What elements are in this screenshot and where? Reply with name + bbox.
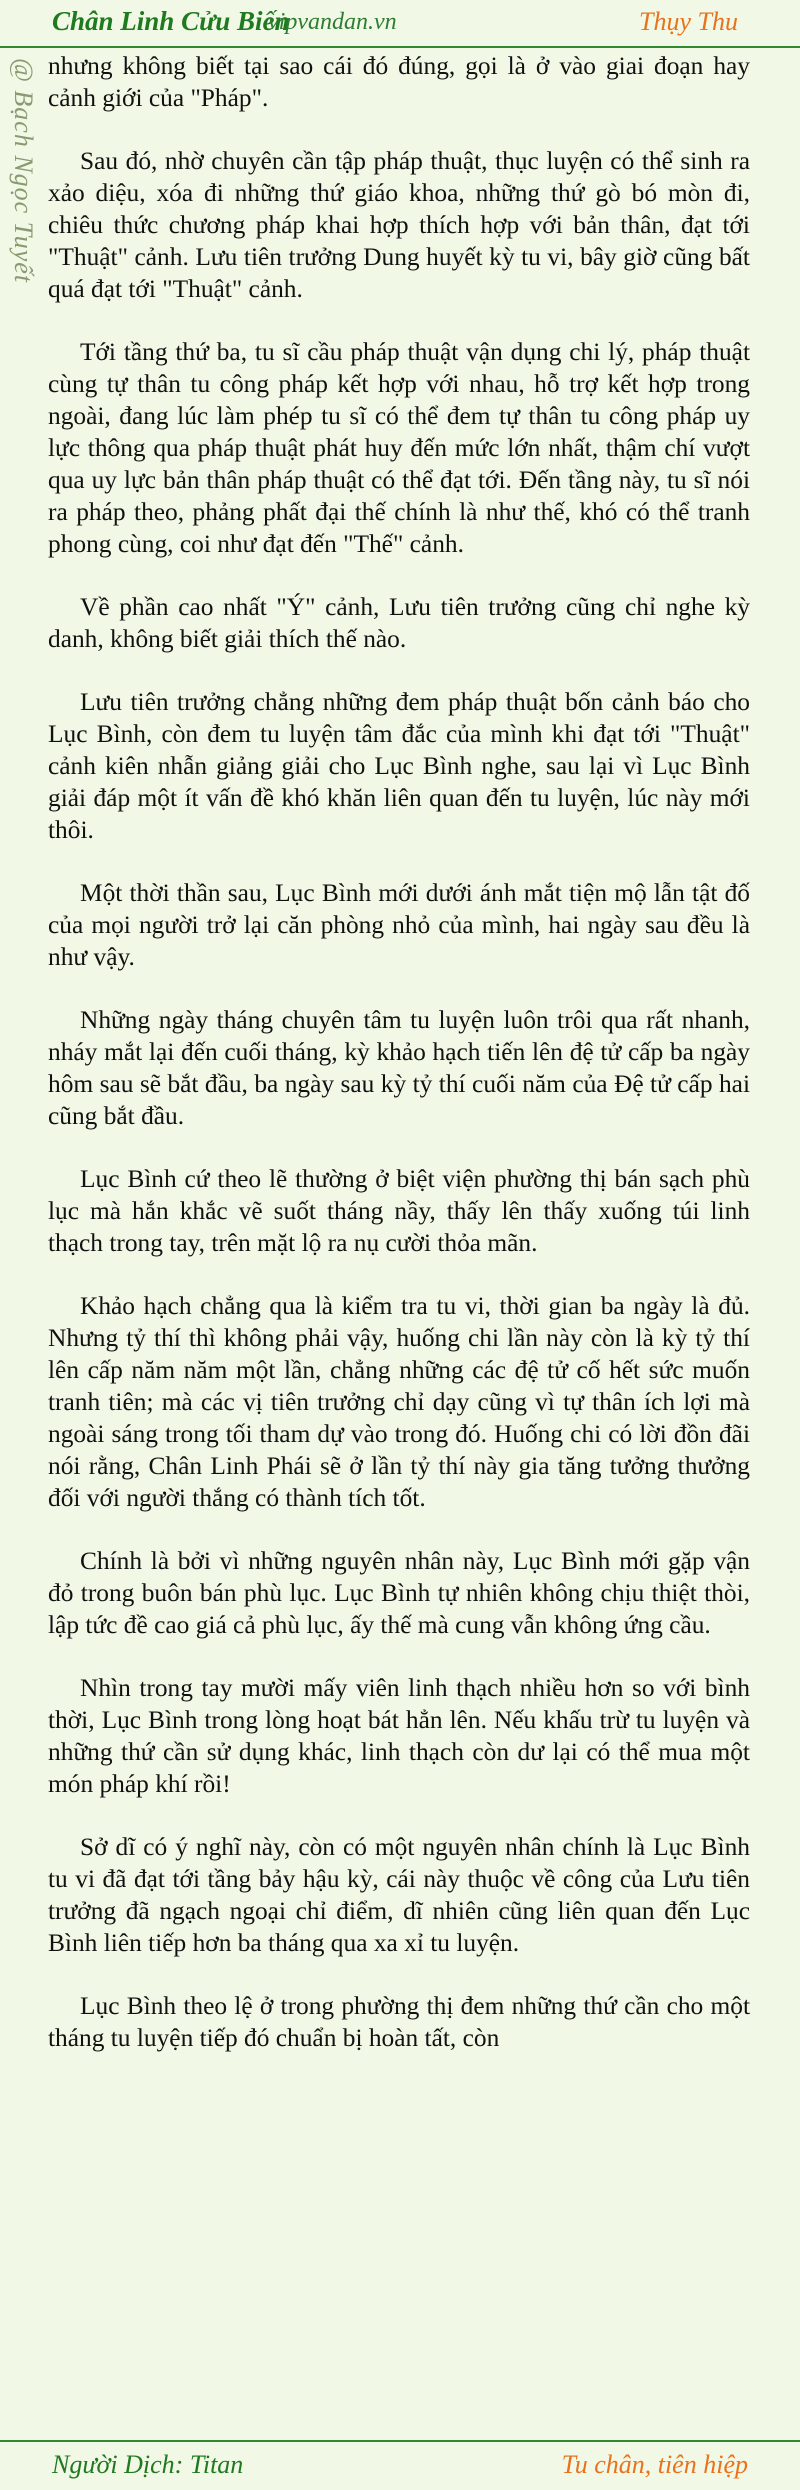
paragraph: Sau đó, nhờ chuyên cần tập pháp thuật, thục luyện có thể sinh ra xảo diệu, xóa đi những thứ giáo khoa, những thứ gò bó mòn đi, chiêu thức chương pháp khai hợp thích hợp với bản thân, đạt tới "Thuật" cảnh. Lưu tiên trưởng Dung huyết kỳ tu vi, bây giờ cũng bất quá đạt tới "Thuật" cảnh. bbox=[48, 147, 750, 303]
paragraph: Một thời thần sau, Lục Bình mới dưới ánh mắt tiện mộ lẫn tật đố của mọi người trở lại căn phòng nhỏ của mình, hai ngày sau đều là như vậy. bbox=[48, 879, 750, 971]
book-title: Chân Linh Cửu Biến bbox=[52, 6, 290, 36]
page-footer bbox=[0, 2440, 800, 2490]
paragraph: Chính là bởi vì những nguyên nhân này, Lục Bình mới gặp vận đỏ trong buôn bán phù lục. Lục Bình tự nhiên không chịu thiệt thòi, lập tức đề cao giá cả phù lục, ấy thế mà cung vẫn không ứng cầu. bbox=[48, 1547, 750, 1639]
site-name: vipvandan.vn bbox=[268, 9, 397, 35]
author-name: Thụy Thu bbox=[639, 7, 738, 36]
paragraph: Lục Bình theo lệ ở trong phường thị đem những thứ cần cho một tháng tu luyện tiếp đó chuẩn bị hoàn tất, còn bbox=[48, 1992, 750, 2052]
paragraph: Lục Bình cứ theo lẽ thường ở biệt viện phường thị bán sạch phù lục mà hắn khắc vẽ suốt tháng nầy, thấy lên thấy xuống túi linh thạch trong tay, trên mặt lộ ra nụ cười thỏa mãn. bbox=[48, 1165, 750, 1257]
paragraph: nhưng không biết tại sao cái đó đúng, gọi là ở vào giai đoạn hay cảnh giới của "Pháp". bbox=[48, 52, 750, 112]
paragraph: Những ngày tháng chuyên tâm tu luyện luôn trôi qua rất nhanh, nháy mắt lại đến cuối tháng, kỳ khảo hạch tiến lên đệ tử cấp ba ngày hôm sau sẽ bắt đầu, ba ngày sau kỳ tỷ thí cuối năm của Đệ tử cấp hai cũng bắt đầu. bbox=[48, 1006, 750, 1130]
watermark-text: @ Bạch Ngọc Tuyết bbox=[9, 58, 38, 284]
page-header bbox=[0, 0, 800, 48]
chapter-body bbox=[48, 50, 750, 2085]
sidebar bbox=[0, 48, 44, 2438]
paragraph: Lưu tiên trưởng chẳng những đem pháp thuật bốn cảnh báo cho Lục Bình, còn đem tu luyện tâm đắc của mình khi đạt tới "Thuật" cảnh kiên nhẫn giảng giải cho Lục Bình nghe, sau lại vì Lục Bình giải đáp một ít vấn đề khó khăn liên quan đến tu luyện, lúc này mới thôi. bbox=[48, 688, 750, 844]
paragraph: Tới tầng thứ ba, tu sĩ cầu pháp thuật vận dụng chi lý, pháp thuật cùng tự thân tu công pháp kết hợp với nhau, hỗ trợ kết hợp trong ngoài, đang lúc làm phép tu sĩ có thể đem tự thân tu công pháp uy lực thông qua pháp thuật phát huy đến mức lớn nhất, thậm chí vượt qua uy lực bản thân pháp thuật có thể đạt tới. Đến tầng này, tu sĩ nói ra pháp theo, phảng phất đại thế chính là như thế, khó có thể tranh phong cùng, coi như đạt đến "Thế" cảnh. bbox=[48, 338, 750, 558]
translator-credit: Người Dịch: Titan bbox=[52, 2450, 244, 2479]
genre-label: Tu chân, tiên hiệp bbox=[561, 2450, 748, 2479]
paragraph: Sở dĩ có ý nghĩ này, còn có một nguyên nhân chính là Lục Bình tu vi đã đạt tới tầng bảy hậu kỳ, cái này thuộc về công của Lưu tiên trưởng đã ngạch ngoại chỉ điểm, dĩ nhiên cũng liên quan đến Lục Bình liên tiếp hơn ba tháng qua xa xỉ tu luyện. bbox=[48, 1833, 750, 1957]
paragraph: Về phần cao nhất "Ý" cảnh, Lưu tiên trưởng cũng chỉ nghe kỳ danh, không biết giải thích thế nào. bbox=[48, 593, 750, 653]
paragraph: Nhìn trong tay mười mấy viên linh thạch nhiều hơn so với bình thời, Lục Bình trong lòng hoạt bát hẳn lên. Nếu khấu trừ tu luyện và những thứ cần sử dụng khác, linh thạch còn dư lại có thể mua một món pháp khí rồi! bbox=[48, 1674, 750, 1798]
paragraph: Khảo hạch chẳng qua là kiểm tra tu vi, thời gian ba ngày là đủ. Nhưng tỷ thí thì không phải vậy, huống chi lần này còn là kỳ tỷ thí lên cấp năm năm một lần, chẳng những các đệ tử cố hết sức muốn tranh tiên; mà các vị tiên trưởng chỉ dạy cũng vì tự thân ích lợi mà ngoài sáng trong tối tham dự vào trong đó. Huống chi có lời đồn đãi nói rằng, Chân Linh Phái sẽ ở lần tỷ thí này gia tăng tưởng thưởng đối với người thắng có thành tích tốt. bbox=[48, 1292, 750, 1512]
